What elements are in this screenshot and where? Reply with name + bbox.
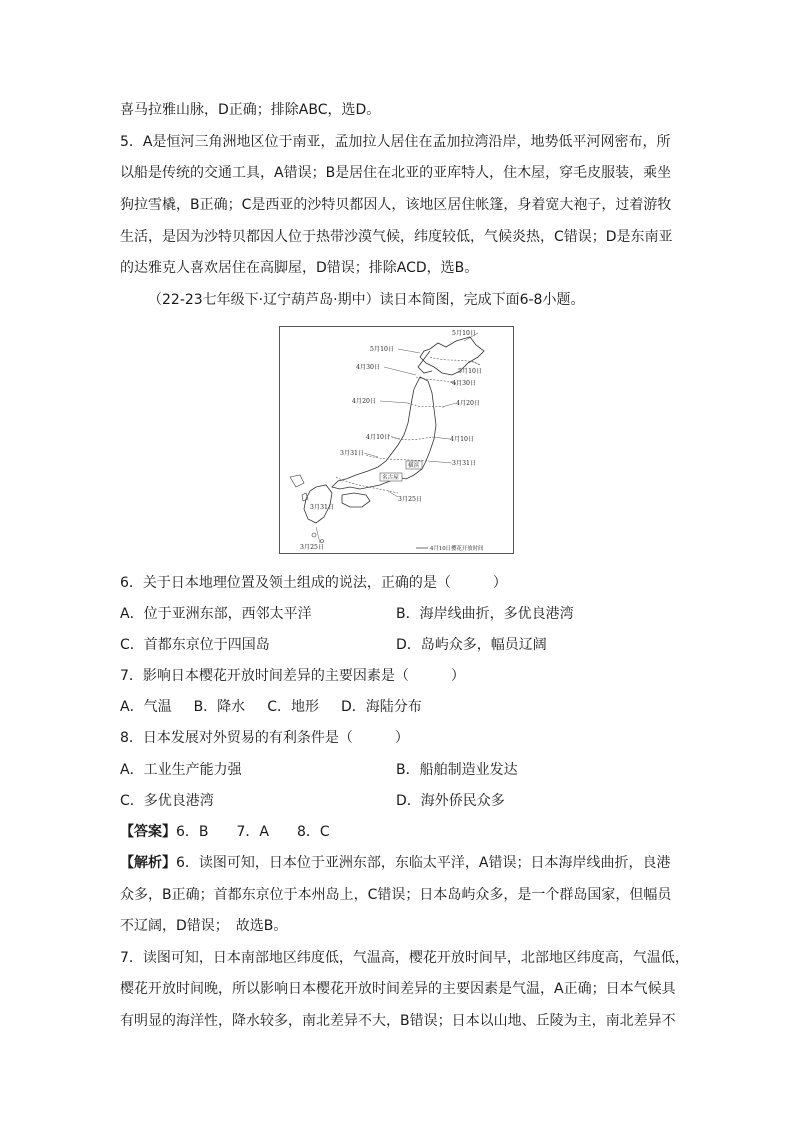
island-a	[290, 475, 304, 487]
label-mar25-b: 3月25日	[300, 544, 325, 551]
analysis-label: 【解析】	[120, 855, 176, 871]
answer-text: 6．B 7．A 8．C	[176, 824, 330, 840]
text-line-5: 生活，是因为沙特贝都因人位于热带沙漠气候，纬度较低，气候炎热，C错误；D是东南亚	[120, 229, 673, 245]
q6-option-d[interactable]: D．岛屿众多，幅员辽阔	[396, 637, 547, 653]
leader-8	[392, 437, 400, 439]
leader-6	[380, 401, 408, 403]
legend-label: 4月10日樱花开放时间	[430, 546, 484, 552]
label-tokyo: 横滨	[408, 463, 420, 469]
label-may10-a: 5月10日	[452, 330, 477, 337]
label-mar25-a: 3月25日	[398, 496, 423, 503]
q8-option-b[interactable]: B．船舶制造业发达	[396, 762, 518, 778]
answer-row	[120, 822, 330, 842]
label-apr10-a: 4月10日	[366, 434, 391, 441]
leader-7	[442, 403, 456, 407]
japan-map-svg	[280, 327, 513, 553]
isoline-mar31	[366, 455, 428, 461]
text-line-2: 5．A是恒河三角洲地区位于南亚，孟加拉人居住在孟加拉湾沿岸，地势低平河网密布，所	[120, 134, 671, 150]
honshu-outline	[332, 377, 436, 489]
q8-option-a[interactable]: A．工业生产能力强	[120, 762, 242, 778]
q6-stem: 6．关于日本地理位置及领土组成的说法，正确的是（ ）	[120, 575, 507, 591]
island-b	[302, 493, 308, 501]
leader-11	[428, 461, 452, 463]
shikoku-outline	[342, 493, 370, 507]
label-apr30-a: 4月30日	[356, 364, 381, 371]
analysis-line-5: 樱花开放时间晚，所以影响日本樱花开放时间差异的主要因素是气温，A正确；日本气候具	[120, 981, 676, 997]
q7-option-a[interactable]: A．气温	[120, 699, 172, 715]
label-apr20-a: 4月20日	[352, 398, 377, 405]
leader-4	[384, 367, 416, 375]
label-mar31-c: 3月31日	[310, 504, 335, 511]
source-intro: （22-23七年级下·辽宁葫芦岛·期中）读日本简图，完成下面6-8小题。	[148, 292, 585, 308]
leader-12	[388, 491, 398, 497]
q8-option-d[interactable]: D．海外侨民众多	[396, 793, 505, 809]
q7-option-d[interactable]: D．海陆分布	[340, 699, 422, 715]
analysis-line-1: 6．读图可知，日本位于亚洲东部，东临太平洋，A错误；日本海岸线曲折，良港	[176, 855, 671, 871]
leader-2	[398, 349, 420, 353]
q6-option-c[interactable]: C．首都东京位于四国岛	[120, 637, 270, 653]
q7-option-b[interactable]: B．降水	[193, 699, 246, 715]
label-apr20-b: 4月20日	[456, 400, 481, 407]
analysis-line-2: 众多，B正确；首都东京位于本州岛上，C错误；日本岛屿众多，是一个群岛国家，但幅员	[120, 887, 672, 903]
isoline-apr20	[408, 403, 444, 407]
island-d	[321, 540, 324, 543]
label-nagoya: 名古屋	[382, 475, 399, 481]
analysis-line-6: 有明显的海洋性，降水较多，南北差异不大，B错误；日本以山地、丘陵为主，南北差异不	[120, 1013, 676, 1029]
leader-13	[316, 527, 320, 543]
text-line-3: 以船是传统的交通工具，A错误；B是居住在北亚的亚库特人，住木屋，穿毛皮服装，乘坐	[120, 165, 672, 181]
analysis-line-3: 不辽阔，D错误； 故选B。	[120, 918, 288, 934]
leader-3	[472, 361, 480, 365]
analysis-row	[120, 853, 670, 873]
q7-stem: 7．影响日本樱花开放时间差异的主要因素是（ ）	[120, 668, 465, 684]
text-line-1: 喜马拉雅山脉，D正确；排除ABC，选D。	[120, 102, 381, 118]
label-mar31-b: 3月31日	[452, 460, 477, 467]
label-apr10-b: 4月10日	[450, 436, 475, 443]
label-mar31-a: 3月31日	[340, 450, 365, 457]
text-line-6: 的达雅克人喜欢居住在高脚屋，D错误；排除ACD，选B。	[120, 260, 479, 276]
answer-label: 【答案】	[120, 824, 176, 840]
q6-option-a[interactable]: A．位于亚洲东部，西邻太平洋	[120, 606, 312, 622]
q7-option-c[interactable]: C．地形	[267, 699, 319, 715]
text-line-4: 狗拉雪橇，B正确；C是西亚的沙特贝都因人，该地区居住帐篷，身着宽大袍子，过着游牧	[120, 197, 672, 213]
japan-map-figure	[279, 326, 514, 554]
label-may10-c: 5月10日	[458, 368, 483, 375]
q8-option-c[interactable]: C．多优良港湾	[120, 793, 214, 809]
q6-option-b[interactable]: B．海岸线曲折，多优良港湾	[396, 606, 574, 622]
analysis-line-4: 7．读图可知，日本南部地区纬度低，气温高，樱花开放时间早，北部地区纬度高，气温低，	[120, 950, 689, 966]
q7-options	[120, 697, 444, 717]
q8-stem: 8．日本发展对外贸易的有利条件是（ ）	[120, 730, 409, 746]
label-apr30-b: 4月30日	[452, 380, 477, 387]
label-may10-b: 5月10日	[370, 346, 395, 353]
leader-9	[432, 437, 450, 439]
island-c	[312, 533, 316, 537]
